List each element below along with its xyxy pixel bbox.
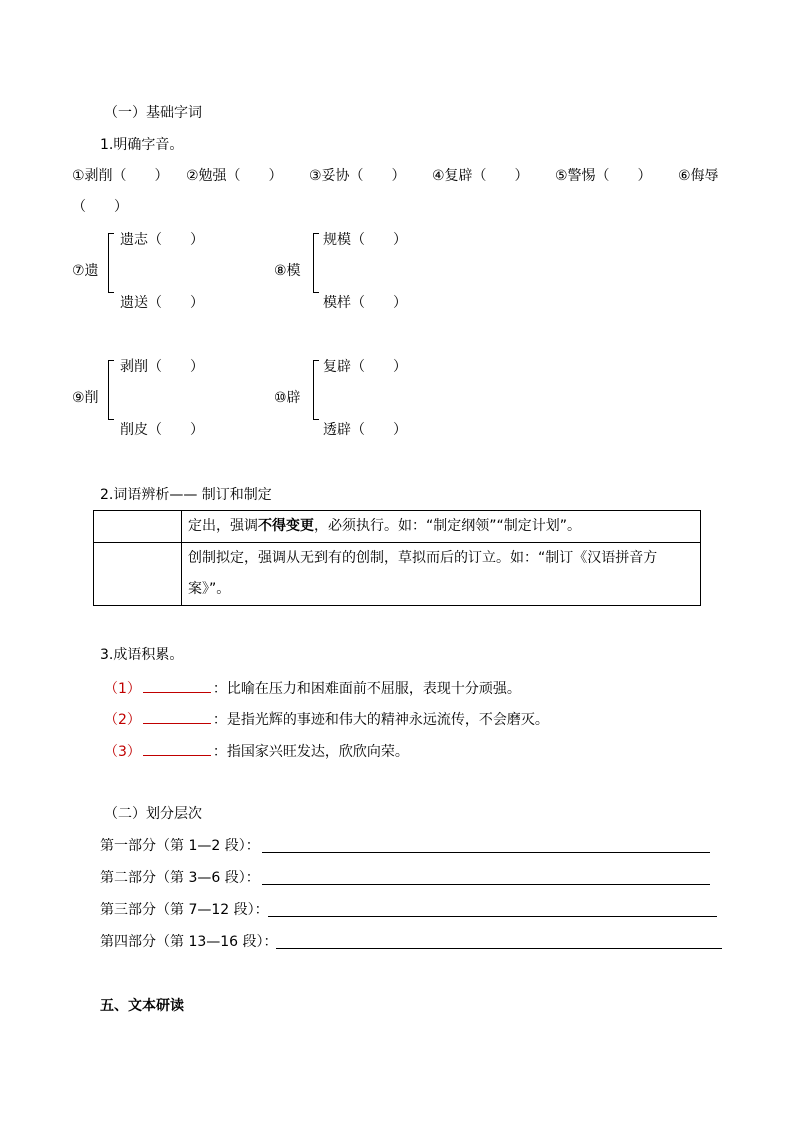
word-comparison-table [93,510,701,606]
polyphone-group-9-bottom: 削皮（ ） [120,422,204,438]
definition-text: 定出，强调 [188,518,258,534]
pinyin-item-3: ③妥协（ ） [309,168,406,184]
section-heading-structure: （二）划分层次 [104,806,202,822]
idiom-blank[interactable] [143,709,211,724]
polyphone-group-10-bottom: 透辟（ ） [323,422,407,438]
polyphone-group-7-head: ⑦遗 [72,263,99,279]
part-2-label: 第二部分（第 3—6 段）： [100,870,260,886]
polyphone-group-8-head: ⑧模 [274,263,301,279]
definition-text: 创制拟定，强调从无到有的创制，草拟而后的订立。如：“制订《汉语拼音方 [188,550,658,566]
polyphone-group-9-top: 剥削（ ） [120,359,204,375]
part-1-label: 第一部分（第 1—2 段）： [100,838,260,854]
brace-8 [313,233,319,293]
question-3-title: 3.成语积累。 [100,647,184,663]
brace-7 [108,233,114,293]
idiom-definition: ：是指光辉的事迹和伟大的精神永远流传，不会磨灭。 [212,712,549,728]
definition-text: 案》”。 [188,581,231,597]
part-3-answer-line[interactable] [268,916,717,917]
polyphone-group-10-top: 复辟（ ） [323,359,407,375]
part-2-answer-line[interactable] [262,884,710,885]
definition-emphasis: 不得变更 [258,518,314,534]
polyphone-group-10-head: ⑩辟 [274,390,301,406]
table-row [94,543,701,606]
polyphone-group-8-bottom: 模样（ ） [323,295,407,311]
polyphone-group-7-bottom: 遗送（ ） [120,295,204,311]
table-cell-definition [182,511,701,543]
part-1-answer-line[interactable] [262,852,710,853]
pinyin-item-2: ②勉强（ ） [186,168,283,184]
section-heading-text-study: 五、文本研读 [100,998,184,1014]
pinyin-item-1: ①剥削（ ） [72,168,169,184]
table-cell-definition [182,543,701,606]
part-4-label: 第四部分（第 13—16 段）： [100,934,278,950]
section-heading-basics: （一）基础字词 [104,105,202,121]
idiom-item-1 [104,678,521,698]
polyphone-group-8-top: 规模（ ） [323,232,407,248]
idiom-number: （3） [104,744,141,760]
part-3-label: 第三部分（第 7—12 段）： [100,902,269,918]
question-1-title: 1.明确字音。 [100,137,184,153]
part-4-answer-line[interactable] [276,948,722,949]
pinyin-item-6-blank: （ ） [72,199,128,215]
idiom-definition: ：比喻在压力和困难面前不屈服，表现十分顽强。 [212,681,521,697]
table-row [94,511,701,543]
polyphone-group-9-head: ⑨削 [72,390,99,406]
idiom-number: （1） [104,681,141,697]
brace-10 [313,360,319,420]
idiom-definition: ：指国家兴旺发达，欣欣向荣。 [212,744,409,760]
definition-text: ，必须执行。如：“制定纲领”“制定计划”。 [314,518,582,534]
idiom-number: （2） [104,712,141,728]
question-2-title: 2.词语辨析—— 制订和制定 [100,487,272,503]
idiom-blank[interactable] [143,741,211,756]
pinyin-item-6: ⑥侮辱 [678,168,719,184]
idiom-item-2 [104,709,549,729]
table-cell-word [94,543,182,606]
idiom-item-3 [104,741,409,761]
polyphone-group-7-top: 遗志（ ） [120,232,204,248]
pinyin-item-4: ④复辟（ ） [432,168,529,184]
pinyin-item-5: ⑤警惕（ ） [555,168,652,184]
table-cell-word [94,511,182,543]
brace-9 [108,360,114,420]
idiom-blank[interactable] [143,678,211,693]
